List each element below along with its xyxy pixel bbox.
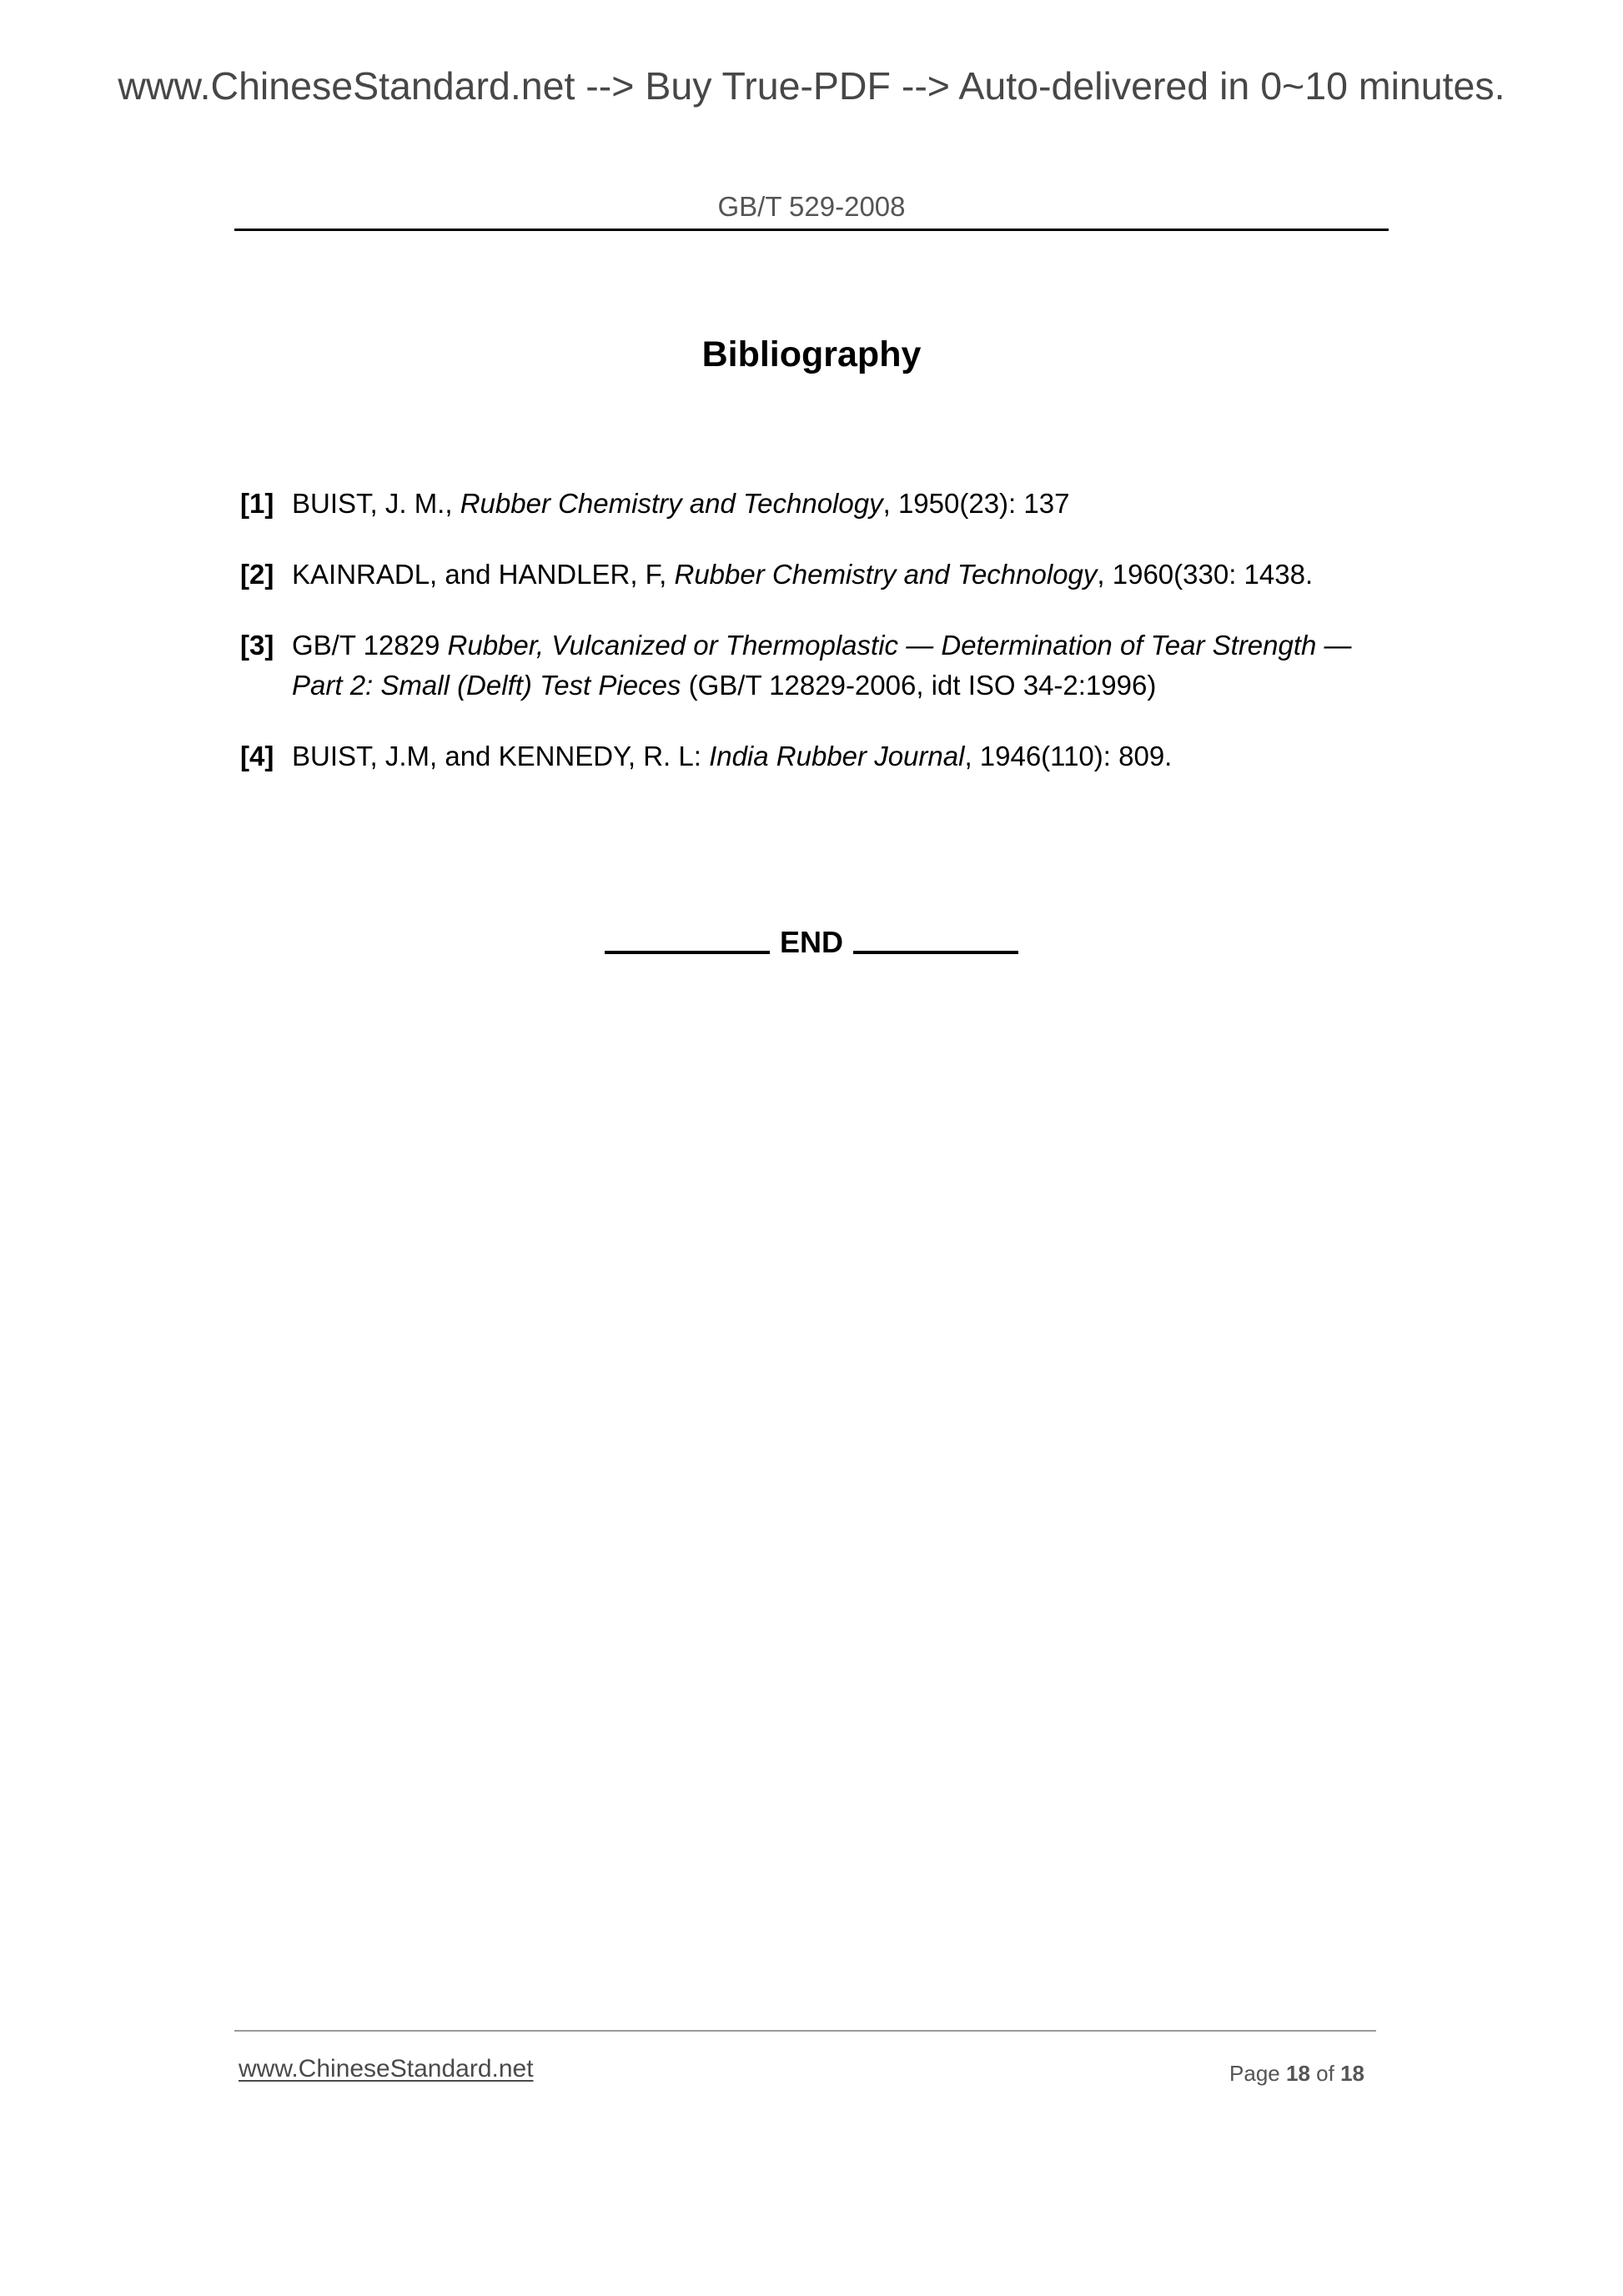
reference-item-2 [240, 555, 1408, 595]
reference-text [292, 555, 1393, 595]
reference-journal: India Rubber Journal [709, 741, 965, 771]
reference-number: [4] [240, 741, 274, 771]
reference-citation: , 1950(23): 137 [882, 488, 1070, 519]
page-total: 18 [1340, 2061, 1364, 2086]
reference-standard-title: Rubber, Vulcanized or Thermoplastic — Determination of Tear Strength — Part 2: Small (Delft) Test Pieces [292, 630, 1352, 701]
end-label: END [779, 925, 843, 959]
reference-number: [1] [240, 488, 274, 519]
page-title: Bibliography [701, 334, 922, 374]
reference-journal: Rubber Chemistry and Technology [460, 488, 883, 519]
reference-citation: , 1946(110): 809. [964, 741, 1173, 771]
reference-number: [2] [240, 559, 274, 590]
document-id-header: GB/T 529-2008 [717, 191, 906, 222]
reference-text [292, 625, 1393, 706]
reference-authors: KAINRADL, and HANDLER, F, [292, 559, 675, 590]
reference-text [292, 736, 1393, 776]
reference-text [292, 484, 1393, 524]
reference-number: [3] [240, 630, 274, 661]
reference-item-3 [240, 625, 1408, 706]
reference-equivalence: (GB/T 12829-2006, idt ISO 34-2:1996) [681, 670, 1157, 701]
end-rule-right [853, 951, 1018, 954]
footer-divider [234, 2030, 1376, 2032]
reference-item-4 [240, 736, 1408, 776]
page-current: 18 [1286, 2061, 1310, 2086]
page-label: Page [1229, 2061, 1280, 2086]
reference-standard-id: GB/T 12829 [292, 630, 448, 661]
reference-list [240, 484, 1408, 807]
reference-item-1 [240, 484, 1408, 524]
footer-site-link[interactable]: www.ChineseStandard.net [239, 2055, 534, 2082]
reference-journal: Rubber Chemistry and Technology [674, 559, 1098, 590]
reference-authors: BUIST, J. M., [292, 488, 460, 519]
end-rule-left [605, 951, 770, 954]
promo-banner: www.ChineseStandard.net --> Buy True-PDF --> Auto-delivered in 0~10 minutes. [118, 64, 1505, 108]
end-marker [0, 924, 1623, 961]
page-of-label: of [1316, 2061, 1334, 2086]
reference-citation: , 1960(330: 1438. [1097, 559, 1314, 590]
reference-authors: BUIST, J.M, and KENNEDY, R. L: [292, 741, 710, 771]
header-divider [234, 229, 1389, 231]
page-indicator [1229, 2060, 1364, 2087]
